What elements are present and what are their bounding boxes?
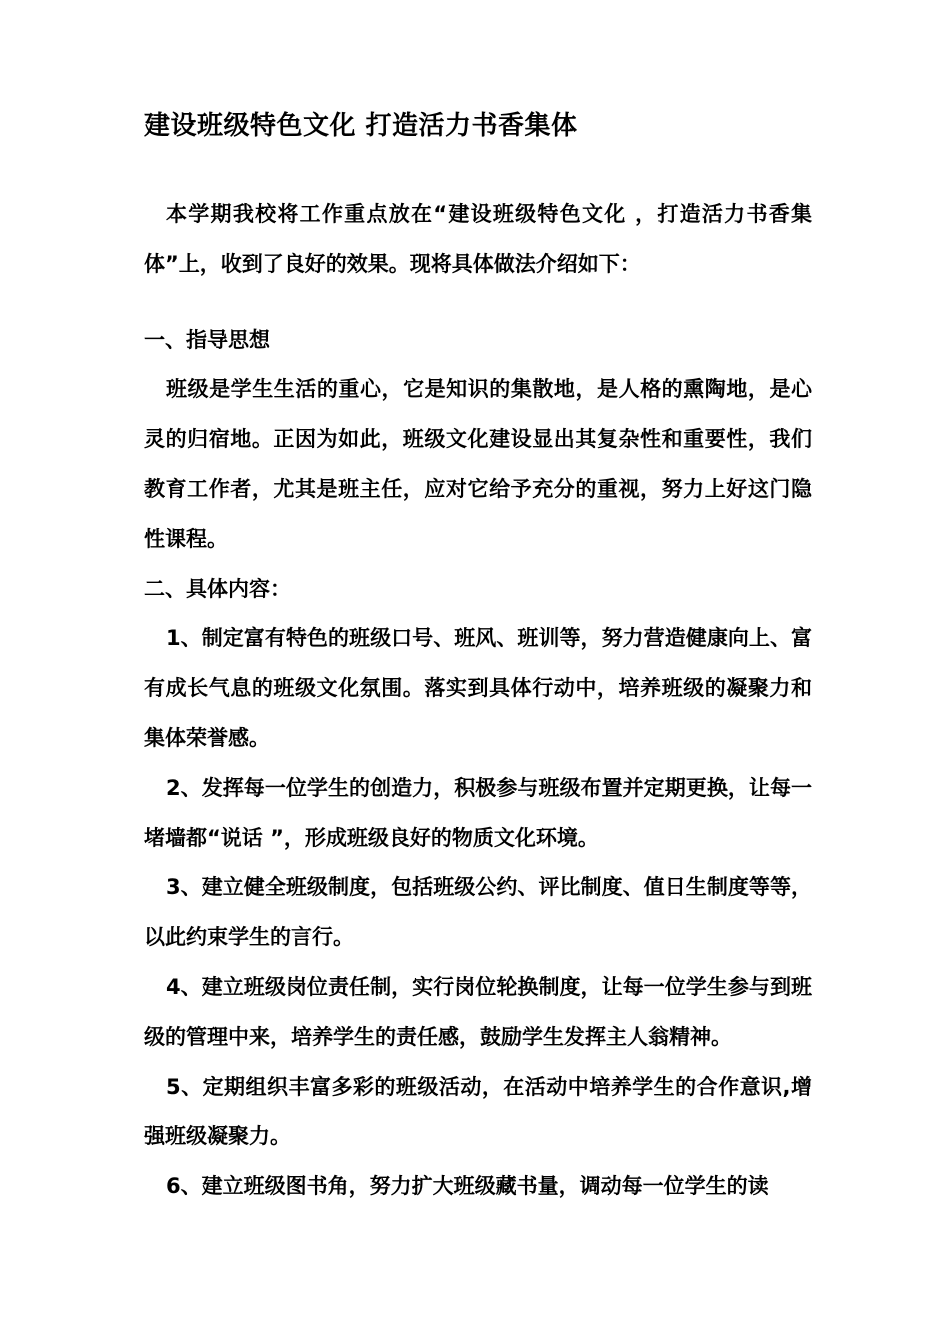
document-title: 建设班级特色文化 打造活力书香集体 (144, 111, 578, 141)
section-heading-guiding-idea: 一、指导思想 (144, 327, 270, 352)
content-item-6: 6、建立班级图书角，努力扩大班级藏书量，调动每一位学生的读 (166, 1174, 769, 1199)
content-item-2: 2、发挥每一位学生的创造力，积极参与班级布置并定期更换，让每一堵墙都“说话 ”，形成班级良好的物质文化环境。 (144, 775, 812, 850)
content-item-3: 3、建立健全班级制度，包括班级公约、评比制度、值日生制度等等，以此约束学生的言行。 (144, 875, 812, 950)
content-item-4: 4、建立班级岗位责任制，实行岗位轮换制度，让每一位学生参与到班级的管理中来，培养学生的责任感，鼓励学生发挥主人翁精神。 (144, 974, 812, 1049)
intro-paragraph: 本学期我校将工作重点放在“建设班级特色文化 ，打造活力书香集体”上，收到了良好的效果。现将具体做法介绍如下： (144, 202, 812, 276)
section-heading-specific-content: 二、具体内容： (144, 576, 291, 601)
content-item-5: 5、定期组织丰富多彩的班级活动，在活动中培养学生的合作意识,增强班级凝聚力。 (144, 1074, 812, 1149)
document-body (144, 104, 812, 1212)
content-item-1: 1、制定富有特色的班级口号、班风、班训等，努力营造健康向上、富有成长气息的班级文化氛围。落实到具体行动中，培养班级的凝聚力和集体荣誉感。 (144, 626, 812, 750)
guiding-idea-paragraph: 班级是学生生活的重心，它是知识的集散地，是人格的熏陶地，是心灵的归宿地。正因为如此，班级文化建设显出其复杂性和重要性，我们教育工作者，尤其是班主任，应对它给予充分的重视，努力上好这门隐性课程。 (144, 377, 812, 551)
